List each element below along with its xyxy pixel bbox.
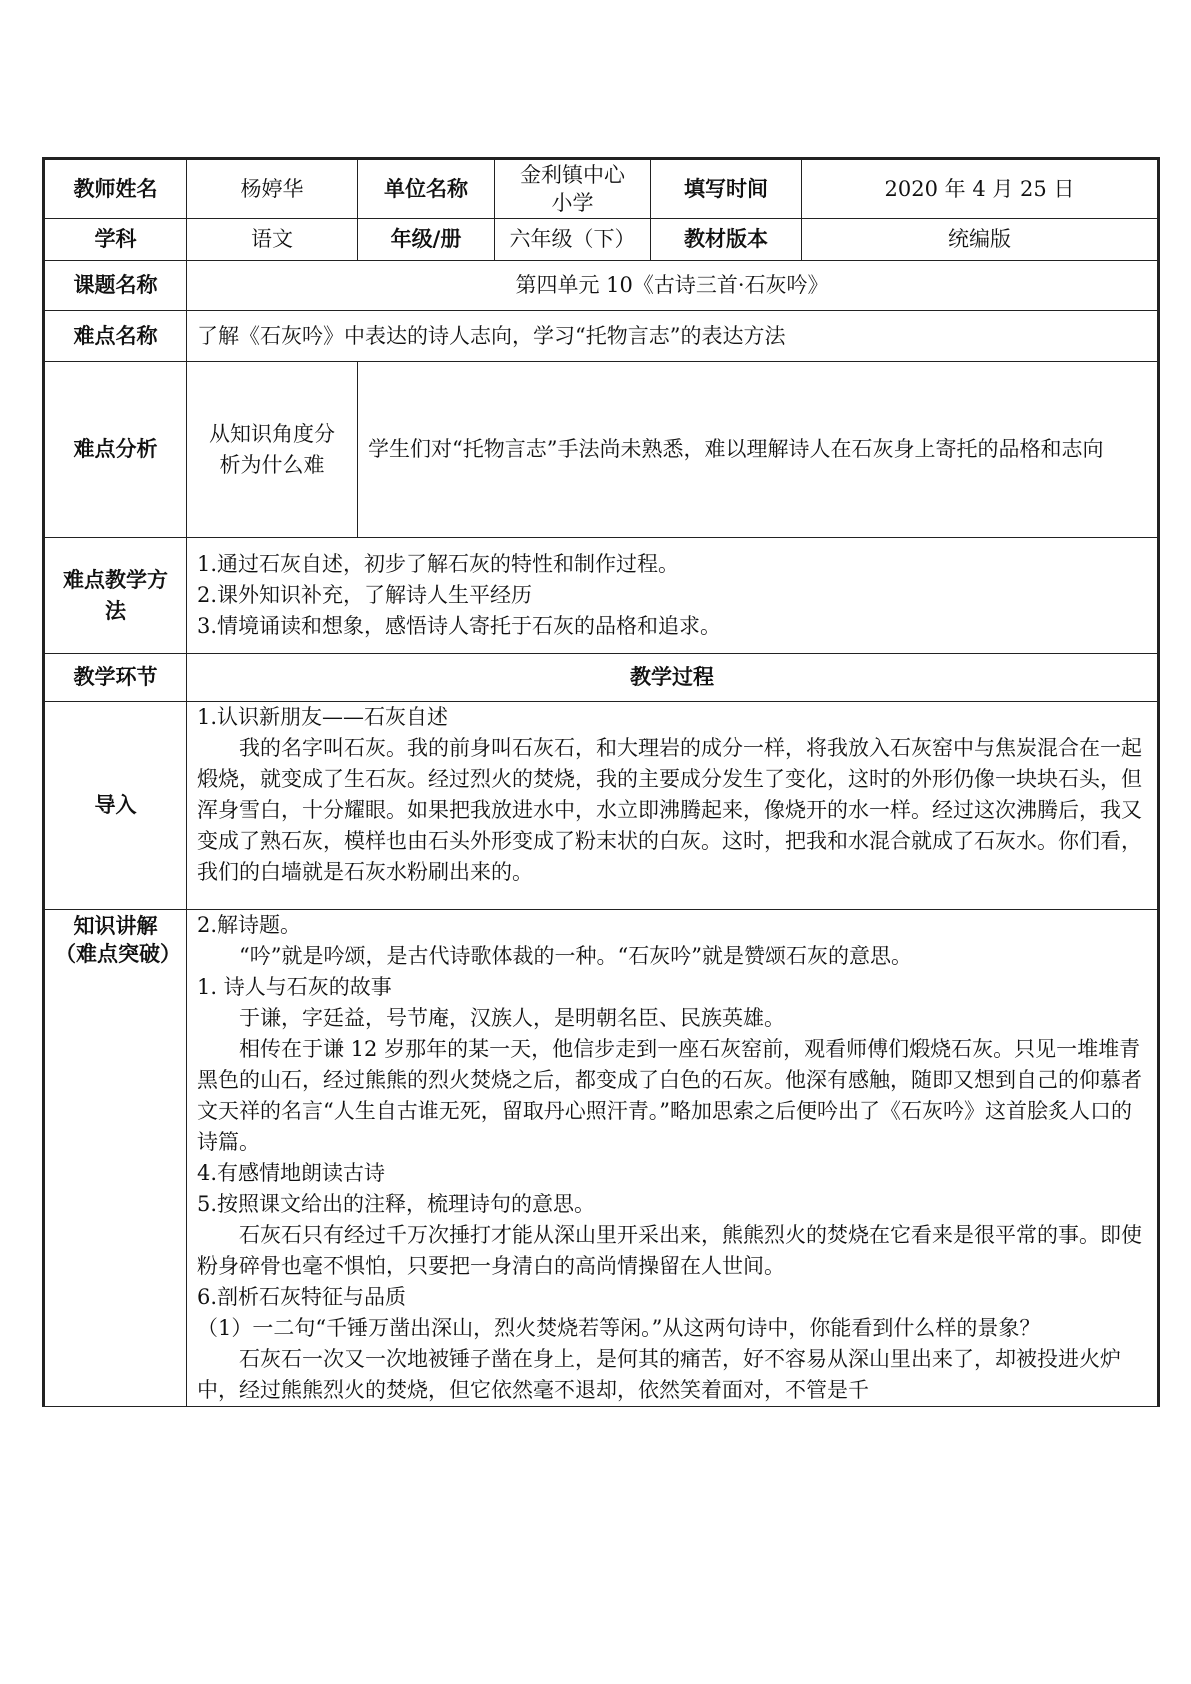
difficulty-value: 了解《石灰吟》中表达的诗人志向，学习“托物言志”的表达方法 bbox=[187, 311, 1159, 362]
subject-label: 学科 bbox=[44, 219, 187, 261]
knowledge-label-line2: （难点突破） bbox=[55, 942, 181, 966]
method-item: 2.课外知识补充，了解诗人生平经历 bbox=[197, 583, 533, 607]
unit-label: 单位名称 bbox=[358, 159, 495, 219]
header-row-1 bbox=[44, 159, 1159, 219]
intro-row bbox=[44, 702, 1159, 910]
analysis-value: 学生们对“托物言志”手法尚未熟悉，难以理解诗人在石灰身上寄托的品格和志向 bbox=[358, 362, 1159, 538]
teacher-label: 教师姓名 bbox=[44, 159, 187, 219]
knowledge-label-line1: 知识讲解 bbox=[73, 914, 158, 938]
knowledge-paragraph: 于谦，字廷益，号节庵，汉族人，是明朝名臣、民族英雄。 bbox=[239, 1006, 785, 1030]
intro-paragraph: 我的名字叫石灰。我的前身叫石灰石，和大理岩的成分一样，将我放入石灰窑中与焦炭混合在一起煅烧，就变成了生石灰。经过烈火的焚烧，我的主要成分发生了变化，这时的外形仍像一块块石头，但浑身雪白，十分耀眼。如果把我放进水中，水立即沸腾起来，像烧开的水一样。经过这次沸腾后，我又变成了熟石灰，模样也由石头外形变成了粉末状的白灰。这时，把我和水混合就成了石灰水。你们看，我们的白墙就是石灰水粉刷出来的。 bbox=[197, 736, 1142, 884]
difficulty-row bbox=[44, 311, 1159, 362]
analysis-row bbox=[44, 362, 1159, 538]
grade-label: 年级/册 bbox=[358, 219, 495, 261]
analysis-label: 难点分析 bbox=[44, 362, 187, 538]
knowledge-paragraph: 相传在于谦 12 岁那年的某一天，他信步走到一座石灰窑前，观看师傅们煅烧石灰。只见一堆堆青黑色的山石，经过熊熊的烈火焚烧之后，都变成了白色的石灰。他深有感触，随即又想到自己的仰慕者文天祥的名言“人生自古谁无死，留取丹心照汗青。”略加思索之后便吟出了《石灰吟》这首脍炙人口的诗篇。 bbox=[197, 1037, 1142, 1154]
knowledge-line: 1. 诗人与石灰的故事 bbox=[197, 975, 392, 999]
date-value: 2020 年 4 月 25 日 bbox=[802, 159, 1159, 219]
subject-value: 语文 bbox=[187, 219, 358, 261]
teacher-value: 杨婷华 bbox=[187, 159, 358, 219]
methods-row bbox=[44, 538, 1159, 654]
edition-label: 教材版本 bbox=[651, 219, 802, 261]
process-header-row bbox=[44, 654, 1159, 702]
intro-content bbox=[187, 702, 1159, 910]
process-stage-label: 教学环节 bbox=[44, 654, 187, 702]
date-label: 填写时间 bbox=[651, 159, 802, 219]
knowledge-line: 4.有感情地朗读古诗 bbox=[197, 1161, 386, 1185]
intro-label: 导入 bbox=[44, 702, 187, 910]
analysis-sub-label: 从知识角度分析为什么难 bbox=[187, 362, 358, 538]
intro-heading: 1.认识新朋友——石灰自述 bbox=[197, 705, 449, 729]
header-row-2 bbox=[44, 219, 1159, 261]
process-label: 教学过程 bbox=[187, 654, 1159, 702]
method-item: 1.通过石灰自述，初步了解石灰的特性和制作过程。 bbox=[197, 552, 680, 576]
knowledge-paragraph: 石灰石只有经过千万次捶打才能从深山里开采出来，熊熊烈火的焚烧在它看来是很平常的事。即使粉身碎骨也毫不惧怕，只要把一身清白的高尚情操留在人世间。 bbox=[197, 1223, 1142, 1278]
grade-value: 六年级（下） bbox=[495, 219, 651, 261]
difficulty-label: 难点名称 bbox=[44, 311, 187, 362]
knowledge-content bbox=[187, 910, 1159, 1407]
methods-label: 难点教学方法 bbox=[44, 538, 187, 654]
knowledge-paragraph: “吟”就是吟颂，是古代诗歌体裁的一种。“石灰吟”就是赞颂石灰的意思。 bbox=[239, 944, 912, 968]
knowledge-label bbox=[44, 910, 187, 1407]
method-item: 3.情境诵读和想象，感悟诗人寄托于石灰的品格和追求。 bbox=[197, 614, 722, 638]
knowledge-line: 6.剖析石灰特征与品质 bbox=[197, 1285, 407, 1309]
knowledge-paragraph: 石灰石一次又一次地被锤子凿在身上，是何其的痛苦，好不容易从深山里出来了，却被投进火炉中，经过熊熊烈火的焚烧，但它依然毫不退却，依然笑着面对，不管是千 bbox=[197, 1347, 1121, 1402]
lesson-plan-table bbox=[42, 157, 1160, 1407]
knowledge-row bbox=[44, 910, 1159, 1407]
unit-value: 金利镇中心小学 bbox=[495, 159, 651, 219]
edition-value: 统编版 bbox=[802, 219, 1159, 261]
topic-label: 课题名称 bbox=[44, 261, 187, 311]
knowledge-line: 5.按照课文给出的注释，梳理诗句的意思。 bbox=[197, 1192, 596, 1216]
topic-row bbox=[44, 261, 1159, 311]
methods-list bbox=[187, 538, 1159, 654]
knowledge-line: （1）一二句“千锤万凿出深山，烈火焚烧若等闲。”从这两句诗中，你能看到什么样的景象？ bbox=[197, 1316, 1041, 1340]
knowledge-line: 2.解诗题。 bbox=[197, 913, 302, 937]
topic-value: 第四单元 10《古诗三首·石灰吟》 bbox=[187, 261, 1159, 311]
